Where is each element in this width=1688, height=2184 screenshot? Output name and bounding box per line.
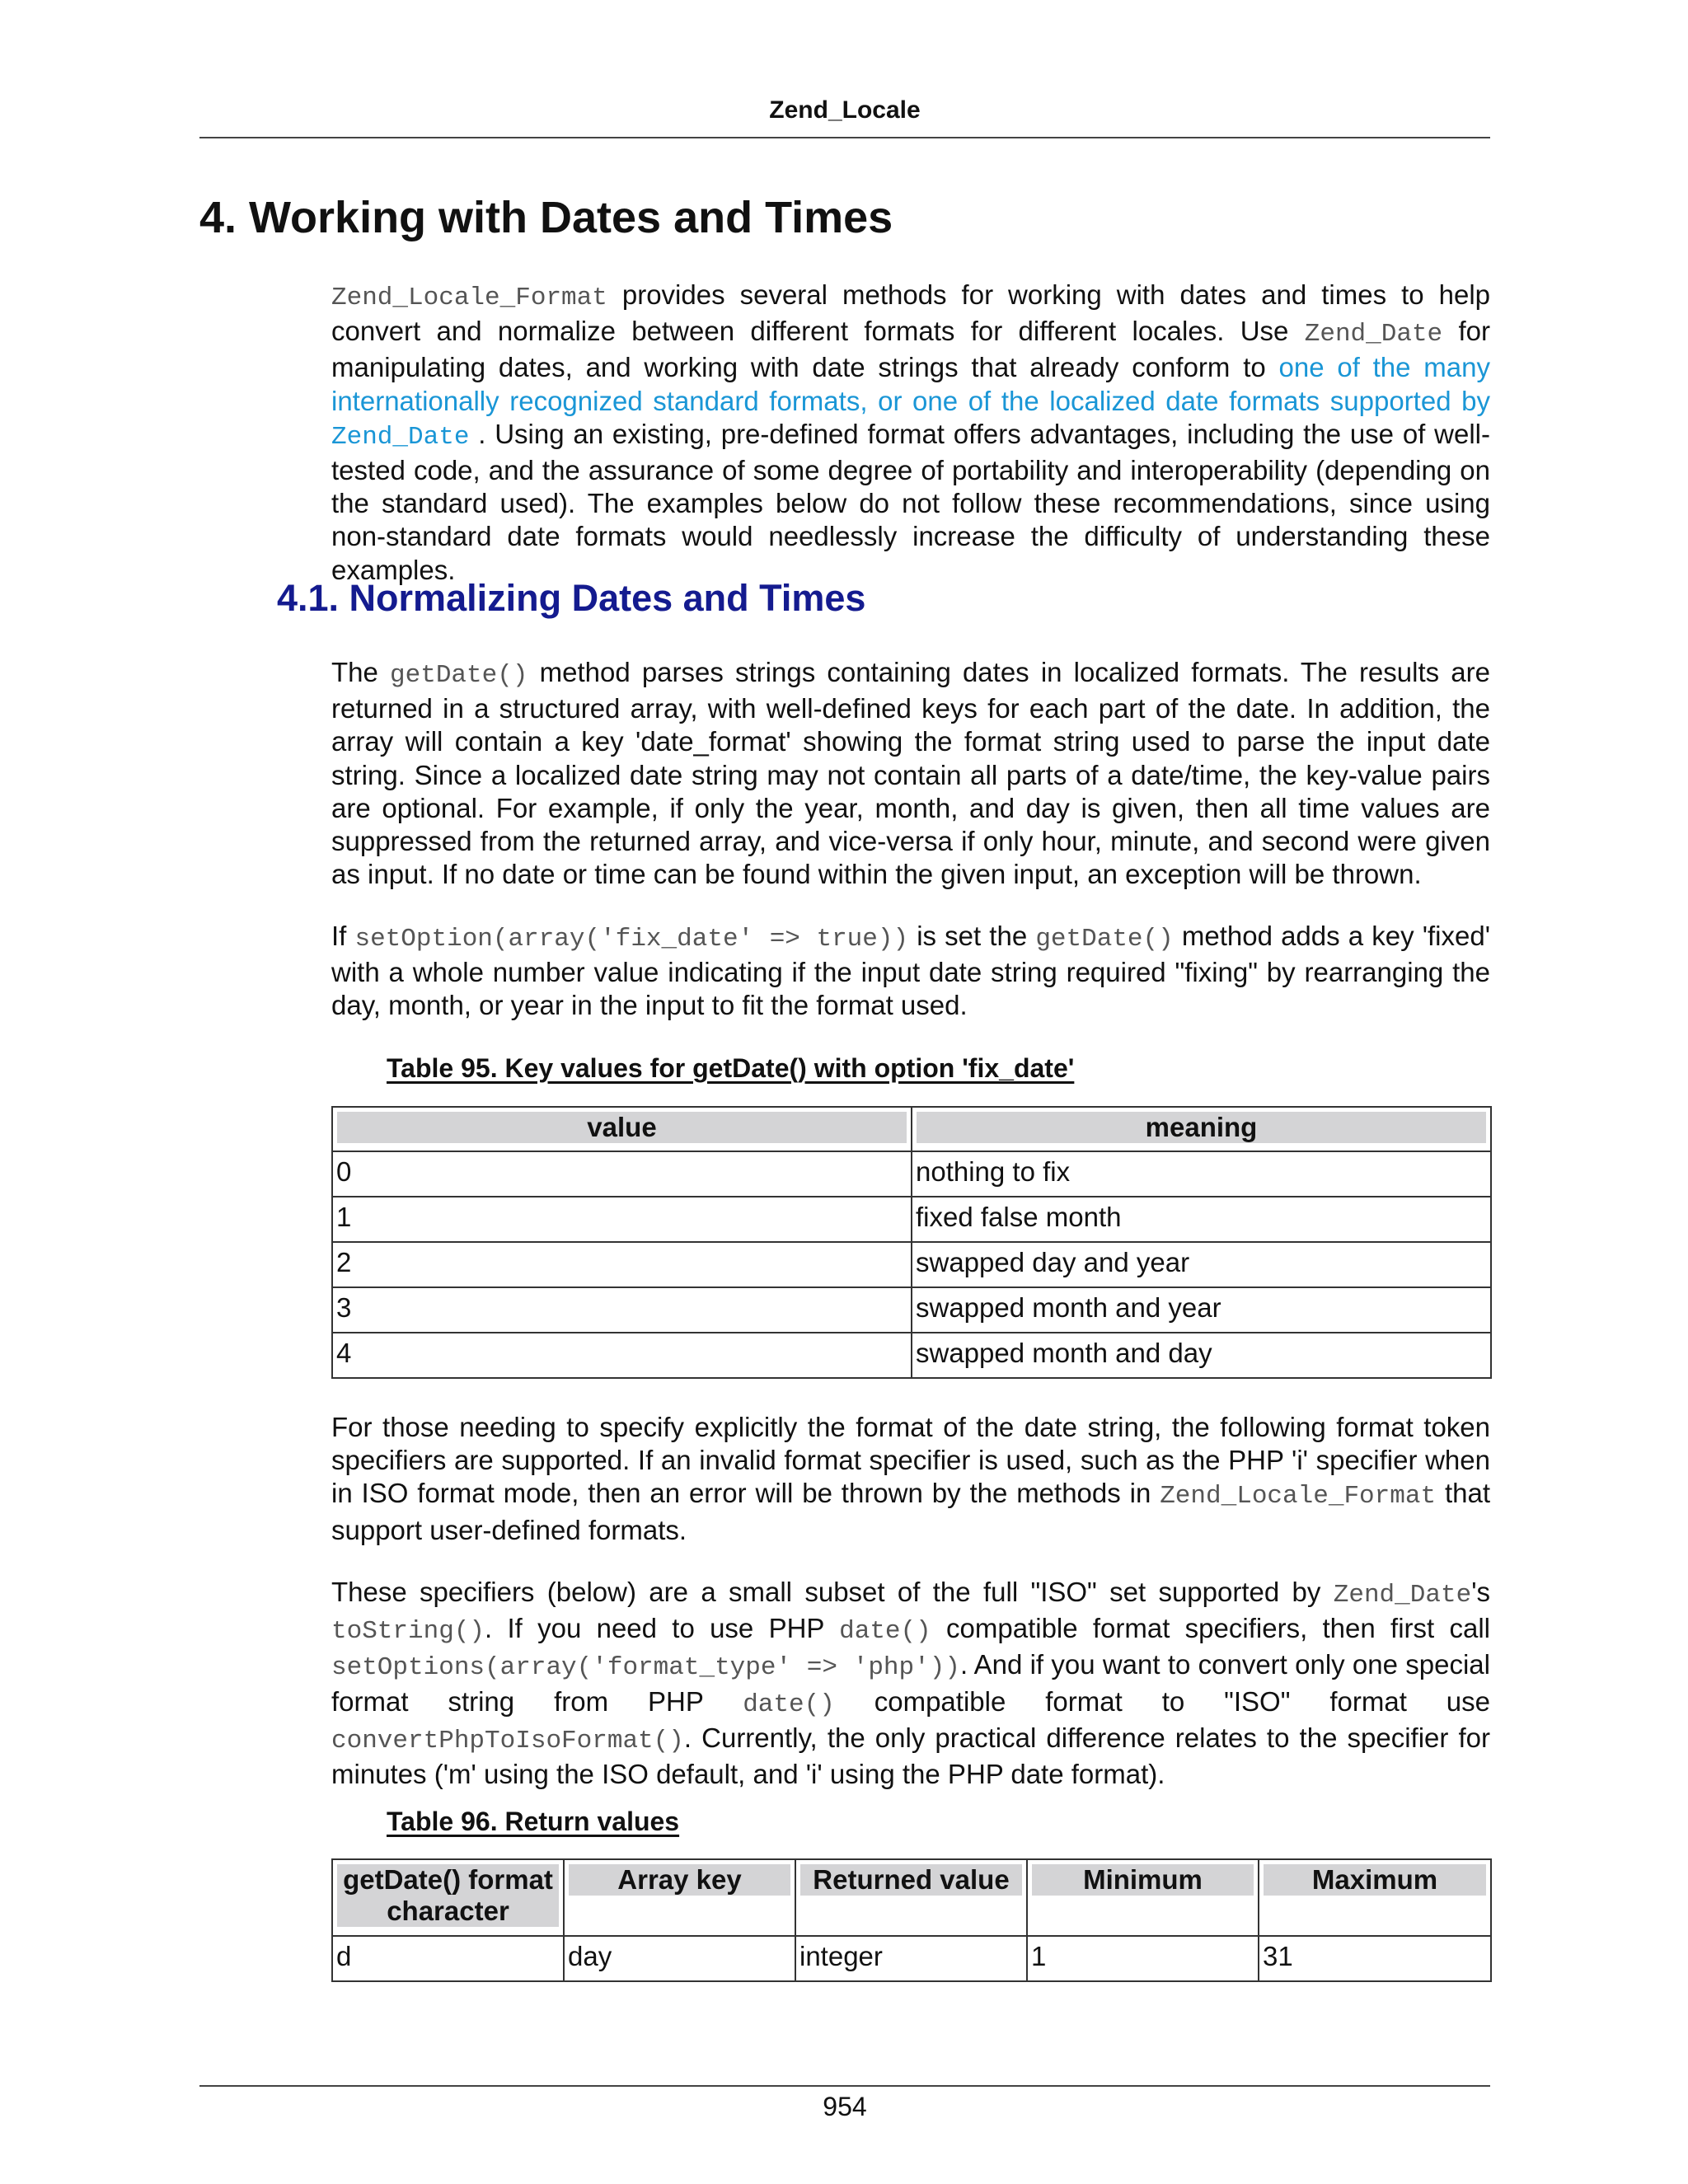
iso-subset-paragraph: [331, 1576, 1490, 1791]
table-row: [332, 1151, 1491, 1197]
table-96: [331, 1858, 1492, 1982]
table-row: [332, 1936, 1491, 1981]
inline-code: toString(): [331, 1617, 485, 1647]
table-cell: 1: [1027, 1936, 1259, 1981]
table-row: [332, 1242, 1491, 1287]
paragraph-text: The: [331, 657, 391, 687]
inline-code: setOptions(array('format_type' => 'php')): [331, 1653, 960, 1683]
paragraph-text: for manipulating dates, and working with date strings that already conform to: [331, 316, 1491, 383]
paragraph-text: 's: [1471, 1577, 1490, 1607]
paragraph-text: If: [331, 921, 355, 951]
inline-code: getDate(): [1035, 925, 1174, 954]
paragraph-text: . If you need to use PHP: [485, 1613, 840, 1644]
table-95: [331, 1106, 1492, 1379]
paragraph-text: provides several methods for working with dates and times to help convert and normalize between different formats for different locales. Use: [331, 279, 1490, 347]
table-cell: 3: [332, 1287, 912, 1333]
paragraph-text: compatible format to "ISO" format use: [834, 1685, 1490, 1717]
table-cell: fixed false month: [912, 1197, 1491, 1242]
table-cell: swapped month and day: [912, 1333, 1491, 1378]
paragraph-text: These specifiers (below) are a small subset of the full "ISO" set supported by: [331, 1577, 1334, 1607]
paragraph-text: . And if you want to convert only one special format string from PHP: [331, 1649, 1490, 1717]
inline-code: getDate(): [390, 661, 528, 690]
table-cell: 1: [332, 1197, 912, 1242]
table-cell: day: [564, 1936, 795, 1981]
column-header: Maximum: [1259, 1859, 1491, 1936]
section-heading: 4. Working with Dates and Times: [199, 193, 893, 242]
inline-code: convertPhpToIsoFormat(): [331, 1726, 684, 1755]
table-row: [332, 1287, 1491, 1333]
column-header: Minimum: [1027, 1859, 1259, 1936]
link-text: one of the many internationally recognized standard formats, or one of the localized date formats supported by: [331, 352, 1490, 416]
link-code: Zend_Date: [331, 422, 470, 452]
table-cell: 2: [332, 1242, 912, 1287]
paragraph-text: . Using an existing, pre-defined format offers advantages, including the use of well-tested code, and the assurance of some degree of portability and interoperability (depending on the standard used). The examples below do not follow these recommendations, since using non-standard date formats would needlessly increase the difficulty of understanding these examples.: [331, 418, 1490, 585]
subsection-heading: 4.1. Normalizing Dates and Times: [277, 577, 866, 619]
column-header: value: [332, 1107, 912, 1151]
inline-code: date(): [839, 1617, 931, 1647]
table-cell: 31: [1259, 1936, 1491, 1981]
inline-code: Zend_Date: [1333, 1581, 1472, 1610]
table-95-caption: Table 95. Key values for getDate() with option 'fix_date': [387, 1053, 1075, 1083]
table-row: [332, 1333, 1491, 1378]
table-cell: 0: [332, 1151, 912, 1197]
paragraph-text: . Currently, the only practical difference relates to the specifier for minutes ('m' using the ISO default, and 'i' using the PHP date format).: [331, 1722, 1490, 1790]
getdate-paragraph: [331, 656, 1490, 891]
column-header: Returned value: [795, 1859, 1027, 1936]
table-cell: integer: [795, 1936, 1027, 1981]
format-specifiers-paragraph: [331, 1411, 1490, 1547]
table-cell: nothing to fix: [912, 1151, 1491, 1197]
intro-paragraph: [331, 279, 1490, 587]
paragraph-text: method adds a key 'fixed' with a whole number value indicating if the input date string required "fixing" by rearranging the day, month, or year in the input to fit the format used.: [331, 921, 1490, 1021]
table-cell: swapped day and year: [912, 1242, 1491, 1287]
inline-code: Zend_Date: [1304, 320, 1443, 349]
column-header: Array key: [564, 1859, 795, 1936]
running-header: Zend_Locale: [769, 96, 921, 124]
table-header-row: [332, 1859, 1491, 1936]
column-header: getDate() format character: [332, 1859, 564, 1936]
table-96-caption: Table 96. Return values: [387, 1807, 680, 1836]
footer-rule: [199, 2085, 1490, 2087]
fix-date-paragraph: [331, 920, 1490, 1023]
column-header: meaning: [912, 1107, 1491, 1151]
inline-code: date(): [743, 1690, 835, 1719]
paragraph-text: For those needing to specify explicitly the format of the date string, the following format token specifiers are supported. If an invalid format specifier is used, such as the PHP 'i' specifier when in ISO format mode, then an error will be thrown by the methods in: [331, 1412, 1490, 1509]
table-cell: 4: [332, 1333, 912, 1378]
table-cell: swapped month and year: [912, 1287, 1491, 1333]
table-row: [332, 1197, 1491, 1242]
inline-code: Zend_Locale_Format: [331, 284, 607, 312]
table-header-row: [332, 1107, 1491, 1151]
inline-code: Zend_Locale_Format: [1160, 1482, 1437, 1511]
table-cell: d: [332, 1936, 564, 1981]
paragraph-text: that support user-defined formats.: [331, 1478, 1490, 1545]
paragraph-text: compatible format specifiers, then first call: [931, 1613, 1490, 1644]
inline-code: setOption(array('fix_date' => true)): [354, 925, 909, 954]
paragraph-text: is set the: [908, 921, 1036, 951]
page-number: 954: [823, 2092, 867, 2121]
header-rule: [199, 137, 1490, 138]
paragraph-text: method parses strings containing dates in localized formats. The results are returned in a structured array, with well-defined keys for each part of the date. In addition, the array will contain a key 'date_format' showing the format string used to parse the input date string. Since a localized date string may not contain all parts of a date/time, the key-value pairs are optional. For example, if only the year, month, and day is given, then all time values are suppressed from the returned array, and vice-versa if only hour, minute, and second were given as input. If no date or time can be found within the given input, an exception will be thrown.: [331, 657, 1490, 890]
